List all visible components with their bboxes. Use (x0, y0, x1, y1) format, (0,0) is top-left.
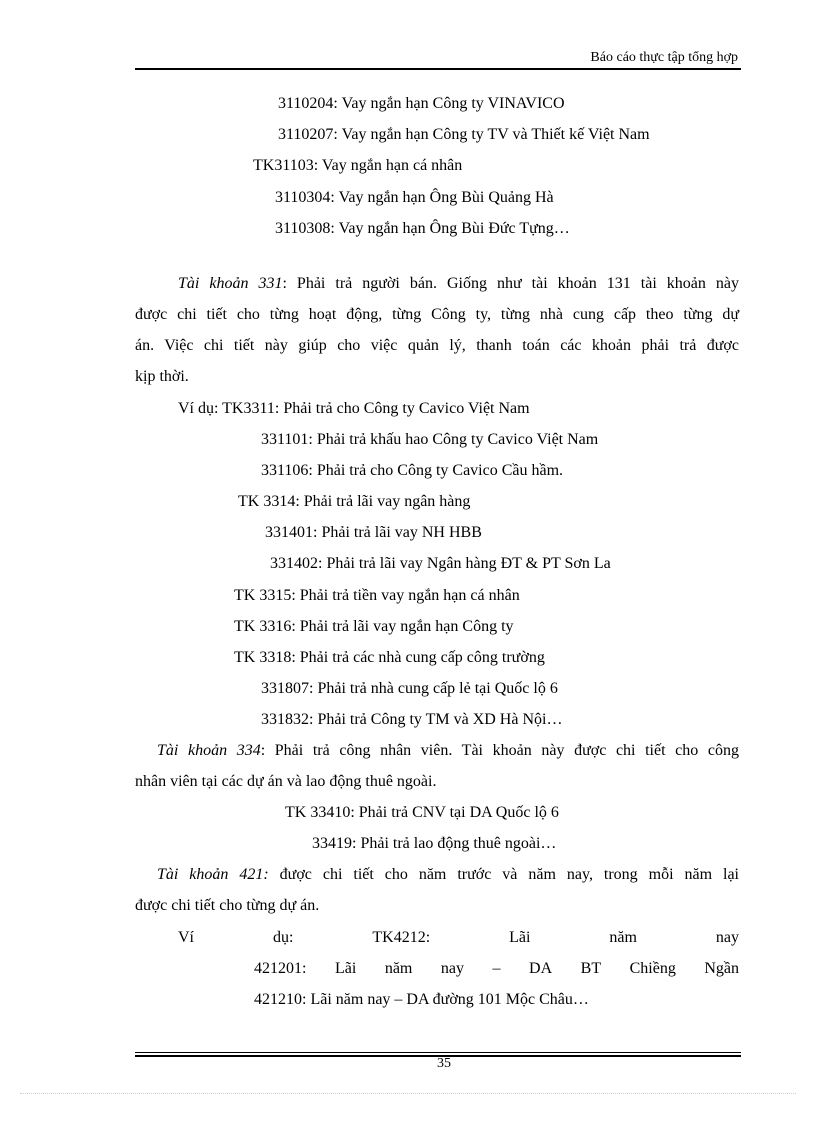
paragraph-421-line-1 (157, 866, 739, 884)
text-line: 3110308: Vay ngắn hạn Ông Bùi Đức Tựng… (275, 220, 570, 237)
example-word: nay (715, 929, 739, 946)
example-word: Ví (178, 929, 194, 946)
text-line: 331101: Phải trả khấu hao Công ty Cavico Việt Nam (261, 431, 599, 448)
account-label: Tài khoản 334 (157, 742, 261, 759)
text-line: TK 3314: Phải trả lãi vay ngân hàng (238, 493, 471, 510)
example-word: TK4212: (372, 929, 431, 946)
text-line: 331402: Phải trả lãi vay Ngân hàng ĐT & PT Sơn La (270, 555, 611, 572)
example-word: Lãi (509, 929, 531, 946)
text-line: 331106: Phải trả cho Công ty Cavico Cầu hầm. (261, 462, 564, 479)
page-edge (20, 1093, 796, 1094)
paragraph-331-line-4: kịp thời. (135, 368, 189, 385)
example-word: – (492, 960, 501, 977)
text-line: 331832: Phải trả Công ty TM và XD Hà Nội… (261, 711, 563, 728)
paragraph-text: : Phải trả người bán. Giống như tài khoản 131 tài khoản này (282, 275, 739, 292)
paragraph-text: : Phải trả công nhân viên. Tài khoản này được chi tiết cho công (260, 742, 739, 759)
paragraph-331-line-3: án. Việc chi tiết này giúp cho việc quản lý, thanh toán các khoản phải trả được (135, 337, 739, 354)
page-number: 35 (437, 1056, 451, 1071)
paragraph-text: được chi tiết cho năm trước và năm nay, trong mỗi năm lại (268, 866, 739, 883)
example-word: nay (440, 960, 464, 977)
example-word: Chiềng (629, 960, 676, 977)
paragraph-331-line-2: được chi tiết cho từng hoạt động, từng Công ty, từng nhà cung cấp theo từng dự (135, 306, 739, 323)
text-line: Ví dụ: TK3311: Phải trả cho Công ty Cavico Việt Nam (178, 400, 530, 417)
paragraph-334-line-1 (157, 742, 739, 760)
footer-rule (135, 1052, 741, 1053)
example-sub-line (254, 960, 739, 978)
example-word: BT (580, 960, 602, 977)
example-word: năm (609, 929, 637, 946)
text-line: TK31103: Vay ngắn hạn cá nhân (253, 157, 463, 174)
example-word: Ngần (704, 960, 739, 977)
example-line (178, 929, 739, 947)
text-line: 3110204: Vay ngắn hạn Công ty VINAVICO (278, 95, 565, 112)
text-line: 331401: Phải trả lãi vay NH HBB (265, 524, 482, 541)
text-line: TK 3315: Phải trả tiền vay ngắn hạn cá nhân (234, 587, 520, 604)
text-line: 33419: Phải trả lao động thuê ngoài… (312, 835, 557, 852)
example-word: DA (529, 960, 553, 977)
text-line: 3110304: Vay ngắn hạn Ông Bùi Quảng Hà (275, 189, 554, 206)
account-label: Tài khoản 331 (178, 275, 283, 292)
text-line: TK 3316: Phải trả lãi vay ngắn hạn Công ty (234, 618, 514, 635)
text-line: 3110207: Vay ngắn hạn Công ty TV và Thiết kế Việt Nam (278, 126, 650, 143)
paragraph-331-line-1 (178, 275, 739, 293)
text-line: TK 3318: Phải trả các nhà cung cấp công trường (234, 649, 545, 666)
example-word: năm (384, 960, 413, 977)
header-rule (135, 68, 741, 70)
header-title: Báo cáo thực tập tổng hợp (590, 50, 738, 65)
example-word: Lãi (334, 960, 357, 977)
text-line: 331807: Phải trả nhà cung cấp lẻ tại Quốc lộ 6 (261, 680, 558, 697)
text-line: 421210: Lãi năm nay – DA đường 101 Mộc Châu… (254, 991, 589, 1008)
paragraph-421-line-2: được chi tiết cho từng dự án. (135, 897, 320, 914)
text-line: TK 33410: Phải trả CNV tại DA Quốc lộ 6 (285, 804, 559, 821)
example-word: dụ: (272, 929, 294, 946)
example-word: 421201: (254, 960, 307, 977)
paragraph-334-line-2: nhân viên tại các dự án và lao động thuê ngoài. (135, 773, 437, 790)
account-label: Tài khoản 421: (157, 866, 269, 883)
